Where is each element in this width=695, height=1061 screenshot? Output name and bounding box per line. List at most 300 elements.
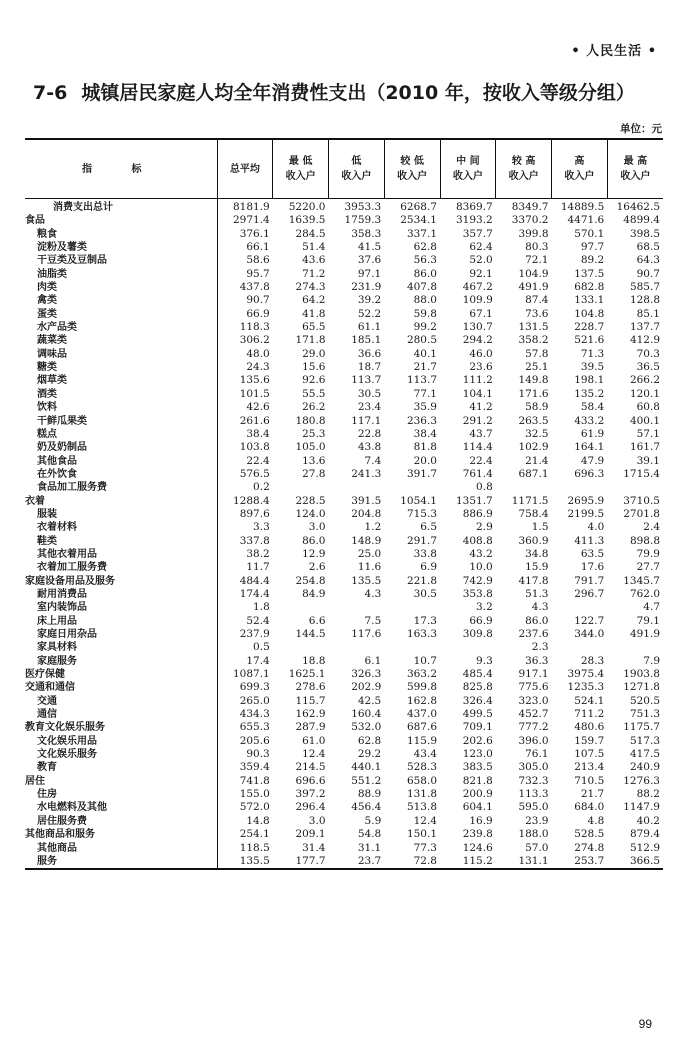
value-cell: 6.5: [420, 521, 437, 534]
value-cell: 236.3: [406, 414, 437, 427]
table-row: [25, 281, 663, 294]
value-cell: 12.4: [302, 748, 326, 761]
value-cell: 434.3: [239, 708, 270, 721]
row-label: [25, 801, 217, 814]
value-cell: 4.3: [531, 601, 549, 614]
value-cell: 240.9: [629, 761, 660, 774]
value-cell: 391.7: [406, 467, 437, 480]
header-line1: 较 高: [511, 156, 536, 167]
value-cell: [384, 641, 440, 654]
header-line1: 中 间: [456, 156, 480, 167]
value-cell: [496, 481, 552, 494]
value-cell: 20.0: [413, 454, 437, 467]
value-cell: 1271.8: [623, 681, 660, 694]
value-cell: 517.3: [629, 734, 660, 747]
page-title: [33, 78, 635, 105]
value-cell: 47.9: [580, 454, 605, 467]
row-label: [25, 199, 217, 215]
value-cell: 23.4: [357, 401, 382, 414]
value-cell: 30.5: [413, 587, 437, 600]
value-cell: 37.6: [357, 254, 382, 267]
value-cell: 284.5: [295, 227, 326, 240]
table-row: [25, 294, 663, 307]
table-row: [25, 735, 663, 748]
value-cell: 99.2: [413, 321, 437, 334]
value-cell: 1288.4: [233, 494, 270, 507]
value-cell: 6.9: [420, 561, 437, 574]
value-cell: 357.7: [462, 227, 493, 240]
value-cell: 164.1: [574, 441, 605, 454]
row-label-text: 食品: [25, 215, 45, 227]
value-cell: 22.8: [357, 427, 382, 440]
unit-label: 单位：元: [620, 123, 662, 135]
value-cell: 34.8: [525, 547, 549, 560]
value-cell: 31.1: [357, 841, 382, 854]
value-cell: 376.1: [239, 227, 270, 240]
value-cell: 1276.3: [623, 774, 660, 787]
value-cell: 102.9: [518, 441, 549, 454]
value-cell: 117.1: [351, 414, 382, 427]
header-indicator: [25, 139, 217, 199]
value-cell: 163.3: [406, 628, 437, 640]
value-cell: 120.1: [629, 387, 660, 400]
value-cell: 309.8: [462, 628, 493, 640]
value-cell: 62.4: [469, 241, 493, 254]
table-row: [25, 655, 663, 668]
value-cell: 326.4: [462, 694, 493, 707]
value-cell: 113.3: [518, 788, 549, 801]
row-label-text: 饮料: [37, 402, 57, 414]
value-cell: 171.8: [295, 334, 326, 347]
row-label-text: 家具材料: [37, 642, 77, 654]
row-label-text: 衣着加工服务费: [37, 562, 107, 574]
header-line2: 收入户: [397, 171, 428, 182]
value-cell: 61.9: [580, 427, 605, 440]
value-cell: 43.6: [302, 254, 326, 267]
value-cell: 104.8: [574, 307, 605, 320]
value-cell: 23.6: [469, 361, 493, 374]
row-label-text: 蛋类: [37, 308, 57, 320]
value-cell: 296.4: [295, 801, 326, 814]
row-label-text: 住房: [37, 789, 57, 801]
value-cell: 159.7: [574, 734, 605, 747]
value-cell: 480.6: [574, 721, 605, 734]
value-cell: 115.9: [406, 734, 437, 747]
row-label: [25, 668, 217, 681]
value-cell: 456.4: [351, 801, 382, 814]
value-cell: 66.9: [246, 307, 270, 320]
value-cell: 89.2: [580, 254, 605, 267]
value-cell: 18.7: [357, 361, 382, 374]
header-line1: 最 高: [623, 156, 648, 167]
row-label: [25, 254, 217, 267]
row-label: [25, 601, 217, 614]
value-cell: 84.9: [302, 587, 326, 600]
row-label: [25, 615, 217, 628]
row-label: [25, 681, 217, 694]
value-cell: 73.6: [525, 307, 549, 320]
row-label-text: 服装: [37, 508, 57, 520]
table-row: [25, 361, 663, 374]
value-cell: 188.0: [518, 828, 549, 841]
value-cell: 33.8: [413, 547, 437, 560]
row-label: [25, 308, 217, 321]
value-cell: 383.5: [462, 761, 493, 774]
value-cell: 437.0: [406, 708, 437, 721]
row-label: [25, 655, 217, 668]
value-cell: 3.2: [476, 601, 493, 614]
value-cell: 408.8: [462, 534, 493, 547]
value-cell: 204.8: [351, 507, 382, 520]
value-cell: 221.8: [406, 574, 437, 587]
header-line1: 低: [351, 156, 362, 167]
value-cell: 124.6: [462, 841, 493, 854]
row-label: [25, 575, 217, 588]
value-cell: 79.9: [636, 547, 660, 560]
value-cell: 161.7: [629, 441, 660, 454]
value-cell: 52.0: [469, 254, 493, 267]
value-cell: 576.5: [239, 467, 270, 480]
value-cell: 337.8: [239, 534, 270, 547]
value-cell: 696.3: [574, 467, 605, 480]
row-label-text: 居住服务费: [37, 815, 87, 827]
value-cell: 76.1: [525, 748, 549, 761]
value-cell: 398.5: [629, 227, 660, 240]
value-cell: 237.9: [239, 628, 270, 640]
row-label-text: 烟草类: [37, 375, 67, 387]
header-line2: 收入户: [620, 171, 651, 182]
row-label-text: 水产品类: [37, 322, 77, 334]
header-column: [440, 139, 496, 199]
row-label-text: 在外饮食: [37, 468, 77, 480]
value-cell: 4.3: [364, 587, 382, 600]
value-cell: 77.3: [413, 841, 437, 854]
value-cell: 228.7: [574, 321, 605, 334]
value-cell: 150.1: [406, 828, 437, 841]
value-cell: 58.6: [246, 254, 270, 267]
value-cell: 484.4: [239, 574, 270, 587]
value-cell: 43.8: [357, 441, 382, 454]
value-cell: 452.7: [518, 708, 549, 721]
row-label-text: 医疗保健: [25, 669, 65, 681]
value-cell: 287.9: [295, 721, 326, 734]
row-label: [25, 842, 217, 855]
value-cell: 56.3: [413, 254, 437, 267]
value-cell: 171.6: [518, 387, 549, 400]
row-label-text: 粮食: [37, 228, 57, 240]
row-label: [25, 508, 217, 521]
value-cell: 278.6: [295, 681, 326, 694]
value-cell: 821.8: [462, 774, 493, 787]
value-cell: 6.6: [308, 614, 326, 627]
value-cell: 228.5: [295, 494, 326, 507]
row-label: [25, 495, 217, 508]
value-cell: 397.2: [295, 788, 326, 801]
row-label: [25, 401, 217, 414]
row-label-text: 床上用品: [37, 615, 77, 627]
value-cell: 1625.1: [288, 668, 326, 681]
value-cell: 337.1: [406, 227, 437, 240]
header-row: [25, 139, 663, 199]
value-cell: 40.2: [636, 814, 660, 827]
value-cell: 38.2: [246, 547, 270, 560]
row-label-text: 肉类: [37, 282, 57, 294]
table-row: [25, 842, 663, 855]
row-label: [25, 374, 217, 387]
value-cell: 17.3: [413, 614, 437, 627]
value-cell: 241.3: [351, 467, 382, 480]
value-cell: 198.1: [574, 374, 605, 387]
value-cell: 149.8: [518, 374, 549, 387]
value-cell: 572.0: [239, 801, 270, 814]
value-cell: 32.5: [525, 427, 549, 440]
value-cell: 742.9: [462, 574, 493, 587]
value-cell: 62.8: [357, 734, 382, 747]
value-cell: 391.5: [351, 494, 382, 507]
value-cell: 130.7: [462, 321, 493, 334]
value-cell: 4.0: [587, 521, 605, 534]
value-cell: 38.4: [246, 427, 270, 440]
row-label: [25, 775, 217, 788]
value-cell: 61.0: [302, 734, 326, 747]
row-label-text: 家庭服务: [37, 655, 77, 667]
value-cell: 185.1: [351, 334, 382, 347]
row-label: [25, 348, 217, 361]
table-row: [25, 855, 663, 869]
value-cell: [552, 641, 608, 654]
row-label: [25, 228, 217, 241]
value-cell: 90.7: [246, 294, 270, 307]
value-cell: 3.0: [308, 814, 326, 827]
value-cell: 90.3: [246, 748, 270, 761]
row-label: [25, 415, 217, 428]
value-cell: 4899.4: [623, 214, 660, 227]
table-row: [25, 601, 663, 614]
value-cell: 7.5: [364, 614, 382, 627]
value-cell: 5220.0: [288, 201, 326, 213]
value-cell: 81.8: [413, 441, 437, 454]
value-cell: 3370.2: [511, 214, 549, 227]
value-cell: 294.2: [462, 334, 493, 347]
table-row: [25, 214, 663, 227]
header-line1: 最 低: [288, 156, 313, 167]
value-cell: 38.4: [413, 427, 437, 440]
value-cell: 513.8: [406, 801, 437, 814]
table-row: [25, 441, 663, 454]
value-cell: 1715.4: [623, 467, 660, 480]
row-label-text: 其他食品: [37, 455, 77, 467]
value-cell: 86.0: [302, 534, 326, 547]
row-label: [25, 721, 217, 734]
value-cell: 4.8: [587, 814, 605, 827]
value-cell: 131.8: [406, 788, 437, 801]
table-body: [25, 199, 663, 870]
value-cell: 528.5: [574, 828, 605, 841]
value-cell: 231.9: [351, 281, 382, 294]
row-label: [25, 761, 217, 774]
value-cell: 715.3: [406, 507, 437, 520]
value-cell: 51.3: [525, 587, 549, 600]
value-cell: 291.7: [406, 534, 437, 547]
table-number: 7-6: [33, 82, 68, 104]
table-row: [25, 628, 663, 641]
value-cell: 396.0: [518, 734, 549, 747]
value-cell: 107.5: [574, 748, 605, 761]
value-cell: 1175.7: [623, 721, 660, 734]
value-cell: 280.5: [406, 334, 437, 347]
value-cell: 36.5: [636, 361, 660, 374]
value-cell: 3975.4: [567, 668, 605, 681]
value-cell: 491.9: [518, 281, 549, 294]
value-cell: 92.6: [302, 374, 326, 387]
row-label-text: 文化娱乐服务: [37, 749, 97, 761]
row-label-text: 油脂类: [37, 268, 67, 280]
value-cell: 71.2: [302, 267, 326, 280]
row-label: [25, 268, 217, 281]
value-cell: 1759.3: [344, 214, 382, 227]
value-cell: 31.4: [302, 841, 326, 854]
row-label-text: 交通和通信: [25, 682, 75, 694]
value-cell: 22.4: [246, 454, 270, 467]
value-cell: 11.7: [246, 561, 270, 574]
row-label: [25, 735, 217, 748]
value-cell: 253.7: [574, 854, 605, 867]
value-cell: 761.4: [462, 467, 493, 480]
header-column: [217, 139, 273, 199]
value-cell: 88.0: [413, 294, 437, 307]
header-line2: 收入户: [452, 171, 483, 182]
value-cell: 16.9: [469, 814, 493, 827]
value-cell: 732.3: [518, 774, 549, 787]
value-cell: 92.1: [469, 267, 493, 280]
table-row: [25, 695, 663, 708]
value-cell: [384, 481, 440, 494]
value-cell: 101.5: [239, 387, 270, 400]
value-cell: 1903.8: [623, 668, 660, 681]
value-cell: 595.0: [518, 801, 549, 814]
value-cell: 28.3: [580, 654, 605, 667]
value-cell: 777.2: [518, 721, 549, 734]
value-cell: 104.9: [518, 267, 549, 280]
header-line2: 收入户: [508, 171, 539, 182]
value-cell: 29.2: [357, 748, 382, 761]
row-label: [25, 788, 217, 801]
value-cell: 3.0: [308, 521, 326, 534]
value-cell: 1.8: [253, 601, 270, 614]
row-label-text: 文化娱乐用品: [37, 735, 97, 747]
table-row: [25, 348, 663, 361]
value-cell: 2695.9: [567, 494, 605, 507]
value-cell: 791.7: [574, 574, 605, 587]
value-cell: 122.7: [574, 614, 605, 627]
value-cell: 21.7: [413, 361, 437, 374]
value-cell: 440.1: [351, 761, 382, 774]
row-label-text: 耐用消费品: [37, 588, 87, 600]
value-cell: 12.9: [302, 547, 326, 560]
value-cell: 11.6: [357, 561, 382, 574]
value-cell: 137.7: [629, 321, 660, 334]
value-cell: [273, 601, 329, 614]
row-label-text: 衣着: [25, 495, 45, 507]
value-cell: 54.8: [357, 828, 382, 841]
value-cell: 103.8: [239, 441, 270, 454]
value-cell: 467.2: [462, 281, 493, 294]
value-cell: 27.7: [636, 561, 660, 574]
value-cell: 88.9: [357, 788, 382, 801]
table-row: [25, 721, 663, 734]
row-label: [25, 641, 217, 654]
page-number: 99: [638, 1017, 652, 1031]
value-cell: 412.9: [629, 334, 660, 347]
table-row: [25, 415, 663, 428]
value-cell: 97.7: [580, 241, 605, 254]
value-cell: 113.7: [351, 374, 382, 387]
value-cell: 65.5: [302, 321, 326, 334]
value-cell: 254.8: [295, 574, 326, 587]
value-cell: 43.2: [469, 547, 493, 560]
value-cell: 87.4: [525, 294, 549, 307]
header-column: [384, 139, 440, 199]
header-line1: 指 标: [82, 163, 160, 175]
row-label: [25, 428, 217, 441]
value-cell: 239.8: [462, 828, 493, 841]
value-cell: 124.0: [295, 507, 326, 520]
row-label-text: 居住: [25, 775, 45, 787]
value-cell: 762.0: [629, 587, 660, 600]
value-cell: 491.9: [629, 628, 660, 640]
value-cell: 687.1: [518, 467, 549, 480]
value-cell: 131.1: [518, 854, 549, 867]
row-label-text: 鞋类: [37, 535, 57, 547]
value-cell: 43.7: [469, 427, 493, 440]
value-cell: [329, 601, 385, 614]
value-cell: 22.4: [469, 454, 493, 467]
value-cell: 1235.3: [567, 681, 605, 694]
value-cell: 70.3: [636, 347, 660, 360]
value-cell: 291.2: [462, 414, 493, 427]
value-cell: 59.8: [413, 307, 437, 320]
value-cell: 3710.5: [623, 494, 660, 507]
value-cell: 524.1: [574, 694, 605, 707]
row-label: [25, 855, 217, 869]
value-cell: 177.7: [295, 854, 326, 867]
value-cell: 1351.7: [456, 494, 493, 507]
value-cell: 2.6: [308, 561, 326, 574]
row-label-text: 蔬菜类: [37, 335, 67, 347]
row-label: [25, 481, 217, 494]
value-cell: 200.9: [462, 788, 493, 801]
row-label-text: 其他商品和服务: [25, 829, 95, 841]
value-cell: 104.1: [462, 387, 493, 400]
value-cell: 144.5: [295, 628, 326, 640]
table-row: [25, 535, 663, 548]
value-cell: 358.2: [518, 334, 549, 347]
table-row: [25, 828, 663, 841]
row-label: [25, 748, 217, 761]
row-label: [25, 561, 217, 574]
value-cell: 41.8: [302, 307, 326, 320]
value-cell: 585.7: [629, 281, 660, 294]
value-cell: [273, 481, 329, 494]
value-cell: 133.1: [574, 294, 605, 307]
value-cell: 23.7: [357, 854, 382, 867]
value-cell: 25.0: [357, 547, 382, 560]
value-cell: 68.5: [636, 241, 660, 254]
row-label: [25, 281, 217, 294]
row-label-text: 酒类: [37, 388, 57, 400]
value-cell: 8369.7: [456, 201, 493, 213]
table-row: [25, 401, 663, 414]
